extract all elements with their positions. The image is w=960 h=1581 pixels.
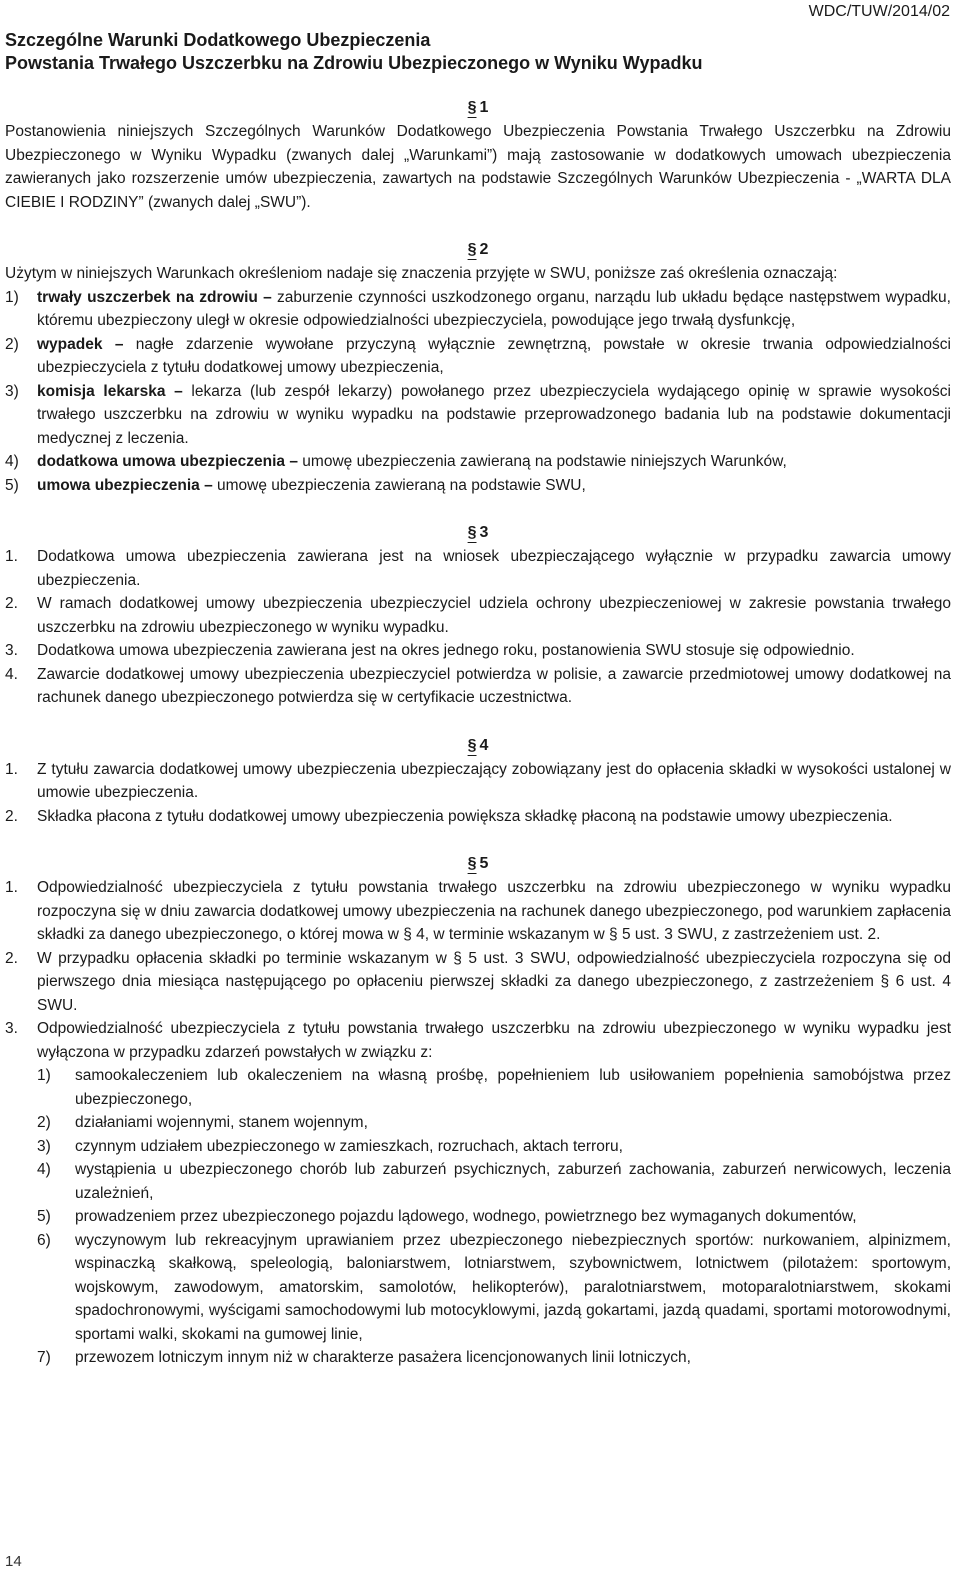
definition-text: zaburzenie czynności uszkodzonego organu, narządu lub układu będące następstwem wypadku, któremu ubezpieczony uległ w okresie odpowiedzialności ubezpieczyciela, powodujące jego trwałą dysfunkcję,: [37, 288, 951, 329]
definition-term: wypadek –: [37, 335, 124, 353]
list-item: 1. Odpowiedzialność ubezpieczyciela z tytułu powstania trwałego uszczerbku na zdrowiu ubezpieczonego w wyniku wypadku rozpoczyna się w dniu zawarcia dodatkowej umowy ubezpieczenia na rachunek danego ubezpieczonego, pod warunkiem zapłacenia składki za danego ubezpieczonego, o której mowa w § 4, w terminie wskazanym w § 5 ust. 3 SWU, z zastrzeżeniem ust. 2.: [5, 879, 951, 943]
section-number: 1: [479, 99, 489, 116]
list-item: 2. W przypadku opłacenia składki po terminie wskazanym w § 5 ust. 3 SWU, odpowiedzialność ubezpieczyciela rozpoczyna się od pierwszego dnia miesiąca następującego po opłaceniu pierwszej składki za danego ubezpieczonego, z zastrzeżeniem § 6 ust. 4 SWU.: [5, 949, 951, 1014]
exclusion-item: 4) wystąpienia u ubezpieczonego chorób lub zaburzeń psychicznych, zaburzeń zachowania, zaburzeń nerwicowych, leczenia uzależnień,: [37, 1161, 951, 1202]
section-number: 5: [479, 855, 489, 872]
section-1-heading: [5, 96, 951, 120]
definition-item: 5) umowa ubezpieczenia – umowę ubezpieczenia zawieraną na podstawie SWU,: [5, 476, 586, 494]
list-item: 3. Odpowiedzialność ubezpieczyciela z tytułu powstania trwałego uszczerbku na zdrowiu ubezpieczonego w wyniku wypadku jest wyłączona w przypadku zdarzeń powstałych w związku z:: [5, 1020, 951, 1061]
section-4-list: [5, 758, 951, 829]
section-3-heading: [5, 521, 951, 545]
exclusion-item: 2) działaniami wojennymi, stanem wojennym,: [37, 1114, 368, 1131]
definition-term: trwały uszczerbek na zdrowiu –: [37, 288, 272, 306]
section-number: 2: [479, 241, 489, 258]
exclusion-item: 1) samookaleczeniem lub okaleczeniem na własną prośbę, popełnieniem lub usiłowaniem popełnienia samobójstwa przez ubezpieczonego,: [37, 1067, 951, 1108]
exclusion-item: 3) czynnym udziałem ubezpieczonego w zamieszkach, rozruchach, aktach terroru,: [37, 1137, 623, 1155]
section-1-text: Postanowienia niniejszych Szczególnych Warunków Dodatkowego Ubezpieczenia Powstania Trwałego Uszczerbku na Zdrowiu Ubezpieczonego w Wyniku Wypadku (zwanych dalej „Warunkami”) mają zastosowanie w dodatkowych umowach ubezpieczenia zawieranych jako rozszerzenie umów ubezpieczenia, zawartych na podstawie Szczególnych Warunków Ubezpieczenia - „WARTA DLA CIEBIE I RODZINY” (zwanych dalej „SWU”).: [5, 123, 951, 211]
section-2-heading: [5, 238, 951, 262]
section-symbol: §: [467, 241, 477, 258]
list-item: 2. Składka płacona z tytułu dodatkowej umowy ubezpieczenia powiększa składkę płaconą na podstawie umowy ubezpieczenia.: [5, 807, 893, 825]
definition-term: umowa ubezpieczenia –: [37, 476, 213, 494]
section-5-list: [5, 876, 951, 1370]
definition-text: umowę ubezpieczenia zawieraną na podstawie niniejszych Warunków,: [297, 453, 787, 470]
section-3-list: [5, 545, 951, 710]
definition-item: 4) dodatkowa umowa ubezpieczenia – umowę ubezpieczenia zawieraną na podstawie niniejszych Warunków,: [5, 453, 787, 470]
section-number: 4: [479, 736, 489, 754]
document-body: [5, 96, 951, 1370]
definition-item: 2) wypadek – nagłe zdarzenie wywołane przyczyną wyłącznie zewnętrzną, powstałe w okresie trwania odpowiedzialności ubezpieczyciela z tytułu dodatkowej umowy ubezpieczenia,: [5, 335, 951, 376]
list-item: 3. Dodatkowa umowa ubezpieczenia zawierana jest na okres jednego roku, postanowienia SWU stosuje się odpowiednio.: [5, 642, 855, 659]
list-item: 2. W ramach dodatkowej umowy ubezpieczenia ubezpieczyciel udziela ochrony ubezpieczeniowej w zakresie powstania trwałego uszczerbku na zdrowiu ubezpieczonego w wyniku wypadku.: [5, 595, 951, 636]
definition-term: komisja lekarska –: [37, 382, 183, 400]
section-symbol: §: [467, 99, 477, 116]
exclusion-item: 7) przewozem lotniczym innym niż w charakterze pasażera licencjonowanych linii lotniczych,: [37, 1349, 691, 1366]
definition-term: dodatkowa umowa ubezpieczenia –: [37, 453, 298, 470]
exclusion-item: 6) wyczynowym lub rekreacyjnym uprawianiem przez ubezpieczonego niebezpiecznych sportów: nurkowaniem, alpinizmem, wspinaczką skałkową, speleologią, baloniarstwem, lotniarstwem, szybownictwem, lotnictwem (pilotażem: sportowym, wojskowym, zawodowym, amatorskim, samolotów, helikopterów), paralotniarstwem, motoparalotniarstwem, skokami spadochronowymi, wyścigami samochodowymi lub motocyklowymi, jazdą gokartami, jazdą quadami, sportami motorowodnymi, sportami walki, skokami na gumowej linie,: [37, 1231, 951, 1343]
exclusion-item: 5) prowadzeniem przez ubezpieczonego pojazdu lądowego, wodnego, powietrznego bez wymaganych dokumentów,: [37, 1208, 857, 1225]
section-2-intro: Użytym w niniejszych Warunkach określeniom nadaje się znaczenia przyjęte w SWU, poniższe zaś określenia oznaczają:: [5, 265, 838, 282]
definition-item: 1) trwały uszczerbek na zdrowiu – zaburzenie czynności uszkodzonego organu, narządu lub układu będące następstwem wypadku, któremu ubezpieczony uległ w okresie odpowiedzialności ubezpieczyciela, powodujące jego trwałą dysfunkcję,: [5, 288, 951, 329]
section-4-heading: [5, 734, 951, 758]
exclusions-list: [5, 1064, 951, 1370]
page-number: 14: [5, 1553, 22, 1570]
list-item: 1. Dodatkowa umowa ubezpieczenia zawierana jest na wniosek ubezpieczającego wyłącznie w przypadku zawarcia umowy ubezpieczenia.: [5, 548, 951, 589]
title-line-1: Szczególne Warunki Dodatkowego Ubezpieczenia: [5, 30, 431, 50]
document-code: WDC/TUW/2014/02: [808, 3, 950, 20]
section-symbol: §: [467, 855, 477, 872]
section-number: 3: [479, 524, 489, 541]
title-line-2: Powstania Trwałego Uszczerbku na Zdrowiu Ubezpieczonego w Wyniku Wypadku: [5, 53, 703, 73]
section-5-heading: [5, 852, 951, 876]
definition-text: lekarza (lub zespół lekarzy) powołanego przez ubezpieczyciela wydającego opinię w sprawie wysokości trwałego uszczerbku na zdrowiu w wyniku wypadku na podstawie przeprowadzonego badania lub na podstawie dokumentacji medycznej z leczenia.: [37, 382, 951, 447]
section-symbol: §: [467, 524, 477, 541]
definition-item: 3) komisja lekarska – lekarza (lub zespół lekarzy) powołanego przez ubezpieczyciela wydającego opinię w sprawie wysokości trwałego uszczerbku na zdrowiu w wyniku wypadku na podstawie przeprowadzonego badania lub na podstawie dokumentacji medycznej z leczenia.: [5, 382, 951, 447]
list-item: 1. Z tytułu zawarcia dodatkowej umowy ubezpieczenia ubezpieczający zobowiązany jest do opłacenia składki w wysokości ustalonej w umowie ubezpieczenia.: [5, 760, 951, 801]
definition-text: umowę ubezpieczenia zawieraną na podstawie SWU,: [212, 476, 586, 494]
section-symbol: §: [467, 736, 477, 754]
definitions-list: [5, 286, 951, 498]
document-title: [5, 29, 905, 75]
definition-text: nagłe zdarzenie wywołane przyczyną wyłącznie zewnętrzną, powstałe w okresie trwania odpowiedzialności ubezpieczyciela z tytułu dodatkowej umowy ubezpieczenia,: [37, 335, 951, 376]
list-item: 4. Zawarcie dodatkowej umowy ubezpieczenia ubezpieczyciel potwierdza w polisie, a zawarcie przedmiotowej umowy dodatkowej na rachunek danego ubezpieczonego potwierdza się w certyfikacie uczestnictwa.: [5, 665, 951, 706]
